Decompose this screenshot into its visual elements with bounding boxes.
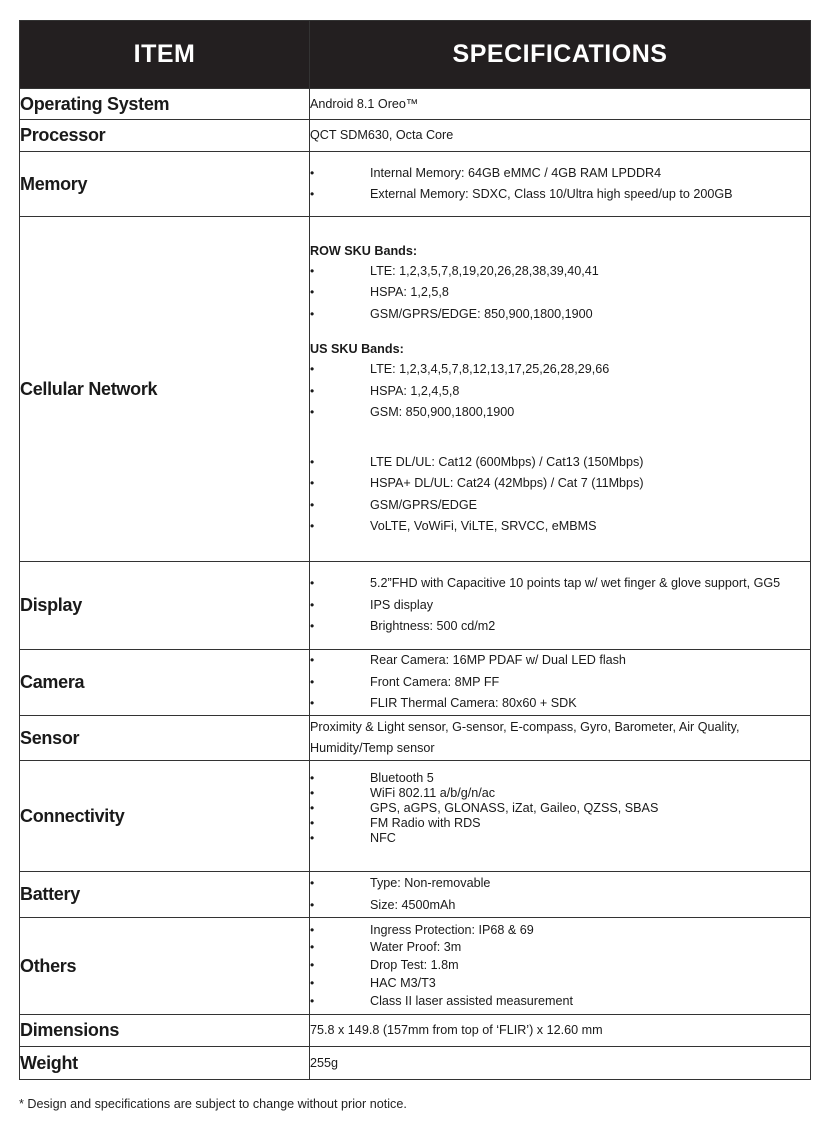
list-item: • Drop Test: 1.8m (310, 957, 810, 975)
list-item: • NFC (310, 831, 810, 846)
row-label: Sensor (20, 716, 310, 761)
list-item: • HSPA+ DL/UL: Cat24 (42Mbps) / Cat 7 (11Mbps) (310, 473, 810, 495)
row-label: Camera (20, 650, 310, 716)
list-item: • GSM/GPRS/EDGE: 850,900,1800,1900 (310, 304, 810, 326)
row-label: Dimensions (20, 1015, 310, 1047)
list-item: • External Memory: SDXC, Class 10/Ultra high speed/up to 200GB (310, 184, 810, 206)
header-item: ITEM (20, 21, 310, 89)
list-item: • IPS display (310, 595, 810, 617)
list-item: • Class II laser assisted measurement (310, 993, 810, 1011)
row-value (310, 152, 811, 217)
list-item: • GSM/GPRS/EDGE (310, 495, 810, 517)
list-item: • LTE: 1,2,3,5,7,8,19,20,26,28,38,39,40,41 (310, 261, 810, 283)
list-item: • FM Radio with RDS (310, 816, 810, 831)
row-value: QCT SDM630, Octa Core (310, 120, 811, 152)
row-value (310, 217, 811, 562)
row-value (310, 650, 811, 716)
list-item: • VoLTE, VoWiFi, ViLTE, SRVCC, eMBMS (310, 516, 810, 538)
row-label: Display (20, 562, 310, 650)
bullet-list (310, 873, 810, 916)
bullet-list (310, 359, 810, 424)
list-item: • HSPA: 1,2,4,5,8 (310, 381, 810, 403)
list-item: • Ingress Protection: IP68 & 69 (310, 922, 810, 940)
row-sensor (20, 716, 811, 761)
row-others (20, 918, 811, 1015)
row-label: Operating System (20, 89, 310, 120)
row-label: Cellular Network (20, 217, 310, 562)
list-item: • LTE: 1,2,3,4,5,7,8,12,13,17,25,26,28,29,66 (310, 359, 810, 381)
bullet-list (310, 771, 810, 846)
row-memory (20, 152, 811, 217)
header-specifications: SPECIFICATIONS (310, 21, 811, 89)
row-processor (20, 120, 811, 152)
list-item: • Rear Camera: 16MP PDAF w/ Dual LED flash (310, 650, 810, 672)
row-value (310, 872, 811, 918)
row-label: Weight (20, 1047, 310, 1080)
bullet-list (310, 650, 810, 715)
list-item: • FLIR Thermal Camera: 80x60 + SDK (310, 693, 810, 715)
row-display (20, 562, 811, 650)
bullet-list (310, 163, 810, 206)
row-value (310, 761, 811, 872)
row-battery (20, 872, 811, 918)
list-item: • WiFi 802.11 a/b/g/n/ac (310, 786, 810, 801)
row-label: Others (20, 918, 310, 1015)
list-item: • Internal Memory: 64GB eMMC / 4GB RAM LPDDR4 (310, 163, 810, 185)
list-item: • HAC M3/T3 (310, 975, 810, 993)
us-sku-title: US SKU Bands: (310, 342, 404, 356)
row-connectivity (20, 761, 811, 872)
bullet-list (310, 922, 810, 1011)
list-item: • 5.2”FHD with Capacitive 10 points tap w/ wet finger & glove support, GG5 (310, 573, 810, 595)
row-sku-title: ROW SKU Bands: (310, 243, 418, 258)
row-value (310, 562, 811, 650)
row-weight (20, 1047, 811, 1080)
list-item: • Bluetooth 5 (310, 771, 810, 786)
row-cellular-network (20, 217, 811, 562)
row-label: Battery (20, 872, 310, 918)
bullet-list (310, 261, 810, 326)
row-value: 255g (310, 1047, 811, 1080)
list-item: • Front Camera: 8MP FF (310, 672, 810, 694)
row-label: Processor (20, 120, 310, 152)
row-camera (20, 650, 811, 716)
list-item: • GSM: 850,900,1800,1900 (310, 402, 810, 424)
specifications-table (19, 20, 811, 1080)
row-value (310, 918, 811, 1015)
row-value: Android 8.1 Oreo™ (310, 89, 811, 120)
row-operating-system (20, 89, 811, 120)
list-item: • Water Proof: 3m (310, 939, 810, 957)
list-item: • HSPA: 1,2,5,8 (310, 282, 810, 304)
table-header-row (20, 21, 811, 89)
list-item: • Size: 4500mAh (310, 895, 810, 917)
bullet-list (310, 452, 810, 538)
list-item: • GPS, aGPS, GLONASS, iZat, Gaileo, QZSS, SBAS (310, 801, 810, 816)
list-item: • LTE DL/UL: Cat12 (600Mbps) / Cat13 (150Mbps) (310, 452, 810, 474)
row-value: 75.8 x 149.8 (157mm from top of ‘FLIR’) x 12.60 mm (310, 1015, 811, 1047)
list-item: • Brightness: 500 cd/m2 (310, 616, 810, 638)
row-label: Memory (20, 152, 310, 217)
bullet-list (310, 573, 810, 638)
footnote: * Design and specifications are subject to change without prior notice. (19, 1097, 407, 1111)
row-dimensions (20, 1015, 811, 1047)
row-label: Connectivity (20, 761, 310, 872)
row-value: Proximity & Light sensor, G-sensor, E-compass, Gyro, Barometer, Air Quality, Humidity/Temp sensor (310, 716, 811, 761)
list-item: • Type: Non-removable (310, 873, 810, 895)
